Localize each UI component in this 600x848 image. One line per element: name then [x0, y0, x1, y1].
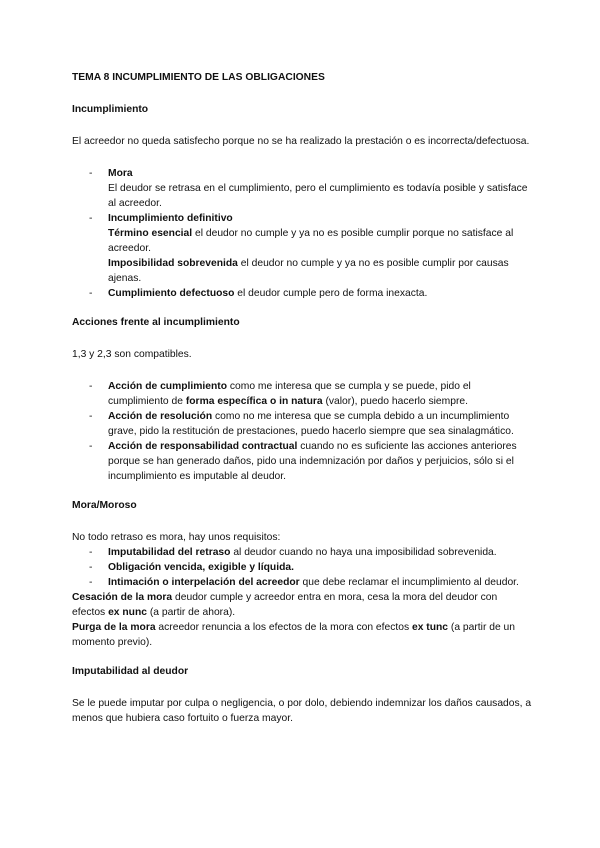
- text-purga-2: (a partir de un momento previo).: [72, 622, 515, 648]
- list-item-intimacion: [72, 575, 532, 590]
- paragraph-purga-mora: [72, 620, 532, 650]
- paragraph-mora-intro: No todo retraso es mora, hay unos requisitos:: [72, 532, 281, 543]
- term-purga-mora: Purga de la mora: [72, 622, 156, 633]
- list-item-mora: [72, 166, 532, 211]
- section-heading-mora: Mora/Moroso: [72, 500, 137, 511]
- term-intimacion: Intimación o interpelación del acreedor: [108, 577, 300, 588]
- term-forma-especifica: forma específica o in natura: [185, 396, 323, 407]
- text-imputabilidad-retraso: al deudor cuando no haya una imposibilidad sobrevenida.: [230, 547, 497, 558]
- list-acciones: [72, 379, 532, 484]
- list-item-obligacion-vencida: [72, 560, 532, 575]
- paragraph-imputabilidad: Se le puede imputar por culpa o negligencia, o por dolo, debiendo indemnizar los daños causados, a menos que hubiera caso fortuito o fuerza mayor.: [72, 698, 532, 724]
- text-accion-responsabilidad: cuando no es suficiente las acciones anteriores porque se han generado daños, pido una indemnización por daños y perjuicios, sólo si el incumplimiento es imputable al deudor.: [108, 441, 517, 482]
- list-item-accion-resolucion: [72, 409, 532, 439]
- document-title: TEMA 8 INCUMPLIMIENTO DE LAS OBLIGACIONES: [72, 72, 325, 83]
- list-item-accion-cumplimiento: [72, 379, 532, 409]
- text-accion-cumplimiento-1: como me interesa que se cumpla y se puede, pido el cumplimiento de: [108, 381, 471, 407]
- section-heading-acciones: Acciones frente al incumplimiento: [72, 317, 240, 328]
- term-incumplimiento-definitivo: Incumplimiento definitivo: [108, 213, 233, 224]
- text-cesacion-1: deudor cumple y acreedor entra en mora, cesa la mora del deudor con efectos: [72, 592, 498, 618]
- term-accion-cumplimiento: Acción de cumplimiento: [108, 381, 228, 392]
- list-incumplimiento-types: [72, 166, 532, 301]
- text-accion-resolucion: como no me interesa que se cumpla debido a un incumplimiento grave, pido la restitución de prestaciones, puedo hacerlo siempre que sea sinalagmático.: [108, 411, 514, 437]
- text-cumplimiento-defectuoso: el deudor cumple pero de forma inexacta.: [234, 288, 428, 299]
- list-item-cumplimiento-defectuoso: [72, 286, 532, 301]
- text-intimacion: que debe reclamar el incumplimiento al deudor.: [299, 577, 519, 588]
- term-cumplimiento-defectuoso: Cumplimiento defectuoso: [108, 288, 235, 299]
- text-imposibilidad-sobrevenida: el deudor no cumple y ya no es posible cumplir por causas ajenas.: [108, 258, 509, 284]
- text-cesacion-2: (a partir de ahora).: [146, 607, 236, 618]
- text-mora: El deudor se retrasa en el cumplimiento, pero el cumplimiento es todavía posible y satisface al acreedor.: [108, 183, 528, 209]
- list-item-accion-responsabilidad: [72, 439, 532, 484]
- term-accion-resolucion: Acción de resolución: [108, 411, 213, 422]
- term-mora: Mora: [108, 168, 133, 179]
- term-ex-nunc: ex nunc: [108, 607, 147, 618]
- list-mora-requisitos: [72, 545, 532, 590]
- term-cesacion-mora: Cesación de la mora: [72, 592, 173, 603]
- section-heading-incumplimiento: Incumplimiento: [72, 104, 149, 115]
- section-heading-imputabilidad: Imputabilidad al deudor: [72, 666, 189, 677]
- term-ex-tunc: ex tunc: [411, 622, 449, 633]
- paragraph-incumplimiento-intro: El acreedor no queda satisfecho porque no se ha realizado la prestación o es incorrecta/defectuosa.: [72, 136, 530, 147]
- text-purga-1: acreedor renuncia a los efectos de la mora con efectos: [155, 622, 412, 633]
- text-termino-esencial: el deudor no cumple y ya no es posible cumplir porque no satisface al acreedor.: [108, 228, 514, 254]
- term-accion-responsabilidad: Acción de responsabilidad contractual: [108, 441, 298, 452]
- document-page: [72, 70, 532, 726]
- term-imputabilidad-retraso: Imputabilidad del retraso: [108, 547, 231, 558]
- term-termino-esencial: Término esencial: [108, 228, 193, 239]
- term-imposibilidad-sobrevenida: Imposibilidad sobrevenida: [108, 258, 238, 269]
- list-item-imputabilidad-retraso: [72, 545, 532, 560]
- term-obligacion-vencida: Obligación vencida, exigible y líquida.: [108, 562, 294, 573]
- text-accion-cumplimiento-2: (valor), puedo hacerlo siempre.: [322, 396, 468, 407]
- list-item-incumplimiento-definitivo: [72, 211, 532, 286]
- paragraph-cesacion-mora: [72, 590, 532, 620]
- paragraph-acciones-intro: 1,3 y 2,3 son compatibles.: [72, 349, 192, 360]
